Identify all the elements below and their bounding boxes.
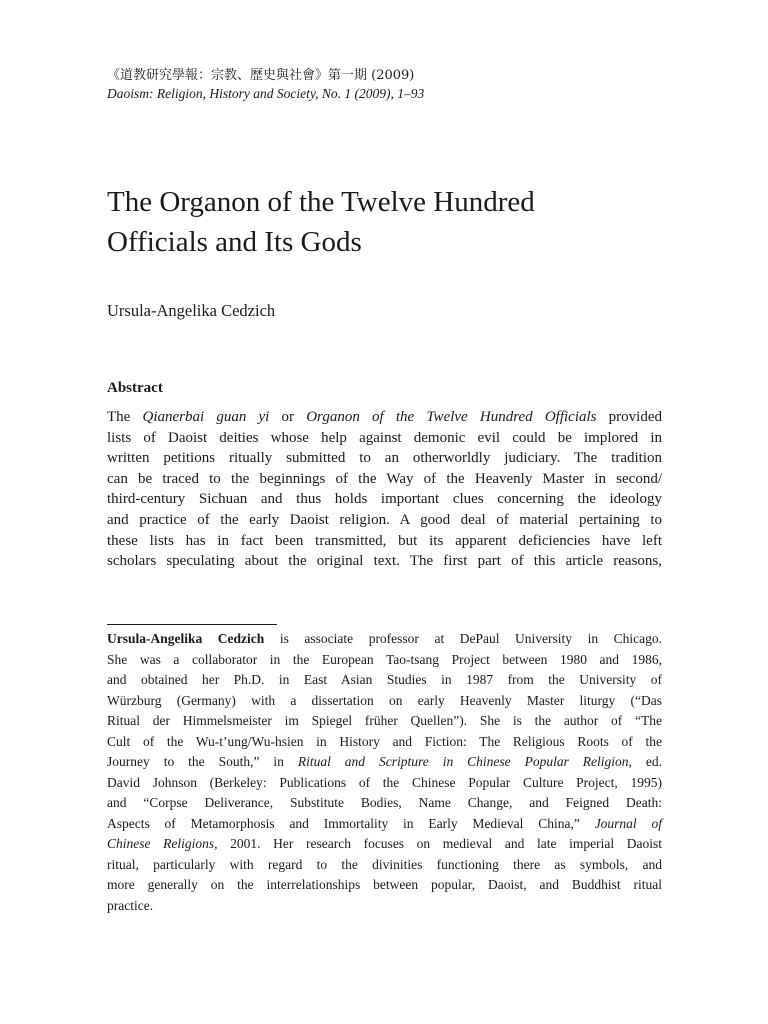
article-title (107, 182, 667, 262)
abstract-line: written petitions ritually submitted to an otherworldly judiciary. The tradition (107, 450, 662, 467)
abstract-text: The (107, 409, 143, 425)
bio-text: 2001. Her research focuses on medieval and late imperial Daoist (217, 836, 662, 851)
bio-line: Ritual der Himmelsmeister im Spiegel früher Quellen”). She is the author of “The (107, 713, 662, 728)
bio-line: ritual, particularly with regard to the divinities functioning there as symbols, and (107, 856, 662, 872)
abstract-heading: Abstract (107, 380, 163, 396)
bio-line: She was a collaborator in the European Tao-tsang Project between 1980 and 1986, (107, 651, 662, 667)
abstract-line: third-century Sichuan and thus holds important clues concerning the ideology (107, 491, 662, 508)
bio-line (107, 629, 662, 650)
abstract-line (107, 407, 662, 428)
bio-text-italic: Journal of (594, 815, 663, 831)
bio-text: Aspects of Metamorphosis and Immortality in Early Medieval China,” (107, 815, 595, 831)
bio-text-italic: Ritual and Scripture in Chinese Popular Religion (297, 754, 629, 769)
footnote-divider (107, 624, 277, 625)
abstract-text: or (269, 409, 307, 425)
author-bio-footnote (107, 629, 662, 916)
abstract-text: provided (596, 409, 662, 425)
bio-line (107, 814, 662, 835)
bio-text: , ed. (628, 754, 662, 769)
bio-text-italic: Chinese Religions, (107, 836, 218, 851)
bio-line: David Johnson (Berkeley: Publications of the Chinese Popular Culture Project, 1995) (107, 774, 662, 790)
bio-line: Cult of the Wu-t’ung/Wu-hsien in History and Fiction: The Religious Roots of the (107, 733, 662, 749)
abstract-body (107, 407, 662, 572)
abstract-line: lists of Daoist deities whose help against demonic evil could be implored in (107, 429, 662, 446)
abstract-text-italic: Qianerbai guan yi (142, 409, 270, 425)
abstract-line: scholars speculating about the original text. The first part of this article reasons, (107, 553, 662, 570)
bio-line: and “Corpse Deliverance, Substitute Bodies, Name Change, and Feigned Death: (107, 795, 662, 810)
bio-line: more generally on the interrelationships between popular, Daoist, and Buddhist ritual (107, 877, 662, 892)
bio-author-name: Ursula-Angelika Cedzich (107, 631, 265, 646)
abstract-line: and practice of the early Daoist religion. A good deal of material pertaining to (107, 511, 662, 528)
abstract-line: these lists has in fact been transmitted, but its apparent deficiencies have left (107, 532, 662, 549)
journal-title-chinese: 《道教研究學報：宗教、歷史與社會》第一期 (2009) (107, 68, 415, 83)
bio-line (107, 834, 662, 855)
author-name: Ursula-Angelika Cedzich (107, 301, 276, 320)
journal-header (107, 67, 667, 103)
article-title-line-1: The Organon of the Twelve Hundred (107, 186, 535, 218)
article-title-line-2: Officials and Its Gods (107, 226, 362, 258)
bio-text: Journey to the South,” in (107, 754, 298, 769)
journal-citation: Daoism: Religion, History and Society, No. 1 (2009), 1–93 (107, 86, 425, 101)
abstract-text-italic: Organon of the Twelve Hundred Officials (306, 409, 597, 425)
bio-line: practice. (107, 897, 154, 913)
bio-line: and obtained her Ph.D. in East Asian Studies in 1987 from the University of (107, 672, 662, 687)
abstract-line: can be traced to the beginnings of the Way of the Heavenly Master in second/ (107, 470, 662, 487)
bio-line: Würzburg (Germany) with a dissertation on early Heavenly Master liturgy (“Das (107, 692, 662, 708)
bio-text: is associate professor at DePaul University in Chicago. (264, 631, 663, 646)
bio-line (107, 752, 662, 773)
